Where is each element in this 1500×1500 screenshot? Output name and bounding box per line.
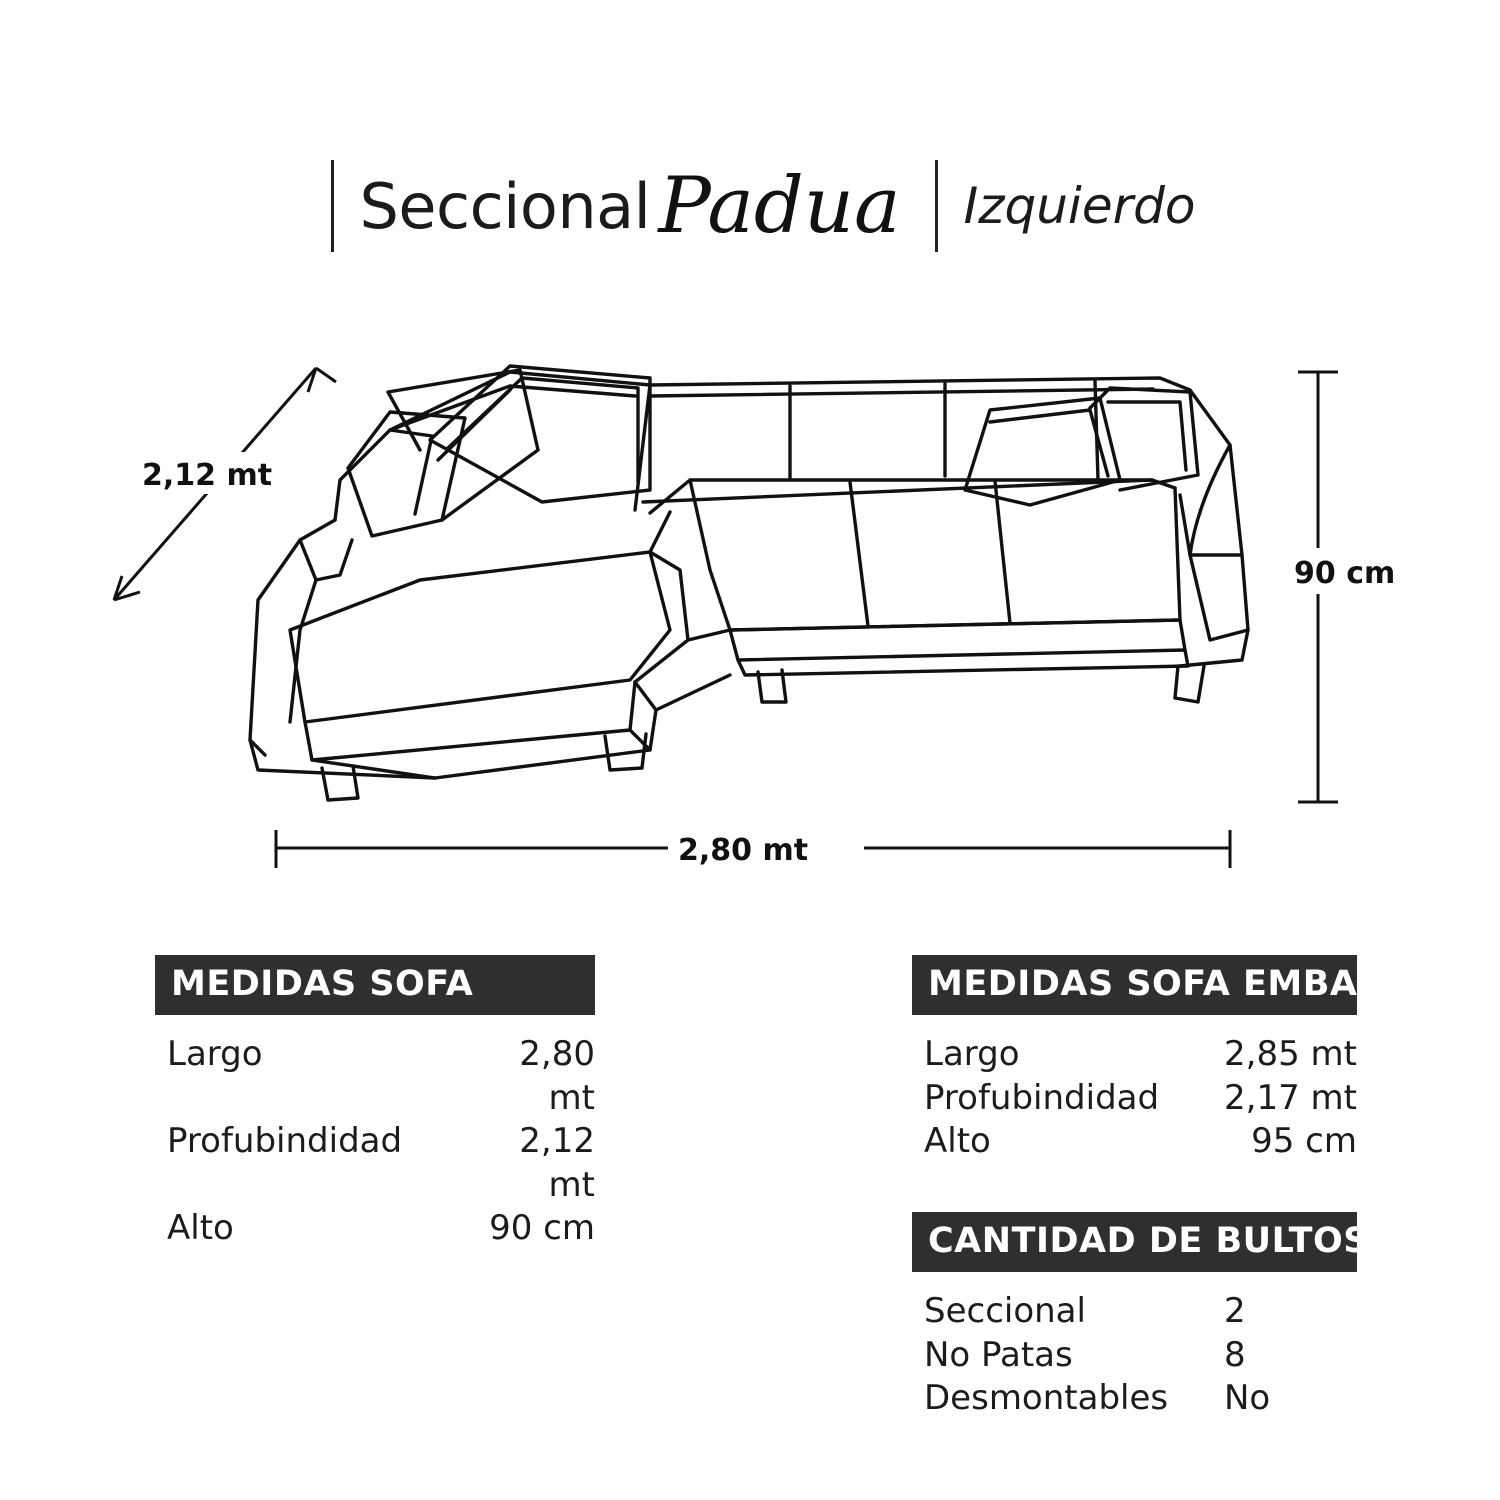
- spec-label: Seccional: [924, 1291, 1086, 1331]
- spec-row: [912, 1077, 1357, 1121]
- spec-label: Alto: [167, 1208, 234, 1249]
- spec-value: 8: [1224, 1334, 1246, 1375]
- spec-label: Largo: [167, 1034, 263, 1074]
- spec-value: 2: [1224, 1291, 1246, 1331]
- spec-value: 95 cm: [1251, 1121, 1357, 1162]
- spec-row: [155, 1207, 595, 1251]
- spec-label: Profubindidad: [924, 1077, 1160, 1118]
- title-divider-right: [935, 160, 938, 252]
- spec-row: [155, 1120, 595, 1207]
- title-divider-left: [331, 160, 334, 252]
- spec-block-bultos: [912, 1212, 1369, 1421]
- spec-value: 2,85 mt: [1224, 1034, 1357, 1074]
- spec-rows-sofa: [155, 1015, 595, 1251]
- title-product-type: Seccional: [359, 169, 651, 243]
- title-orientation: Izquierdo: [963, 177, 1196, 235]
- spec-rows-embalado: [912, 1015, 1357, 1164]
- spec-label: Profubindidad: [167, 1121, 403, 1162]
- spec-value: 2,80 mt: [519, 1034, 595, 1118]
- spec-block-embalado: [912, 955, 1468, 1164]
- spec-header-embalado: MEDIDAS SOFA EMBALADO: [912, 955, 1357, 1015]
- spec-row: [912, 1290, 1357, 1334]
- spec-label: Alto: [924, 1121, 991, 1162]
- spec-label: No Patas: [924, 1334, 1073, 1375]
- spec-block-sofa: [155, 955, 595, 1251]
- sofa-line-drawing: [90, 330, 1420, 900]
- spec-label: Desmontables: [924, 1378, 1169, 1419]
- spec-value: 2,12 mt: [519, 1121, 595, 1205]
- height-dimension-label: 90 cm: [1294, 556, 1396, 591]
- spec-label: Largo: [924, 1034, 1020, 1074]
- title-model-name: Padua: [658, 161, 901, 251]
- spec-row: [912, 1120, 1357, 1164]
- page-title: [0, 160, 1500, 252]
- spec-header-sofa: MEDIDAS SOFA: [155, 955, 595, 1015]
- spec-row: [912, 1377, 1357, 1421]
- depth-dimension-label: 2,12 mt: [142, 458, 273, 493]
- spec-row: [155, 1033, 595, 1120]
- spec-value: 90 cm: [489, 1208, 595, 1249]
- spec-rows-bultos: [912, 1272, 1357, 1421]
- spec-header-bultos: CANTIDAD DE BULTOS: [912, 1212, 1357, 1272]
- spec-value: No: [1224, 1378, 1271, 1419]
- sofa-diagram: [90, 330, 1420, 905]
- spec-row: [912, 1033, 1357, 1077]
- width-dimension-label: 2,80 mt: [678, 833, 809, 868]
- spec-value: 2,17 mt: [1224, 1077, 1357, 1118]
- spec-row: [912, 1334, 1357, 1378]
